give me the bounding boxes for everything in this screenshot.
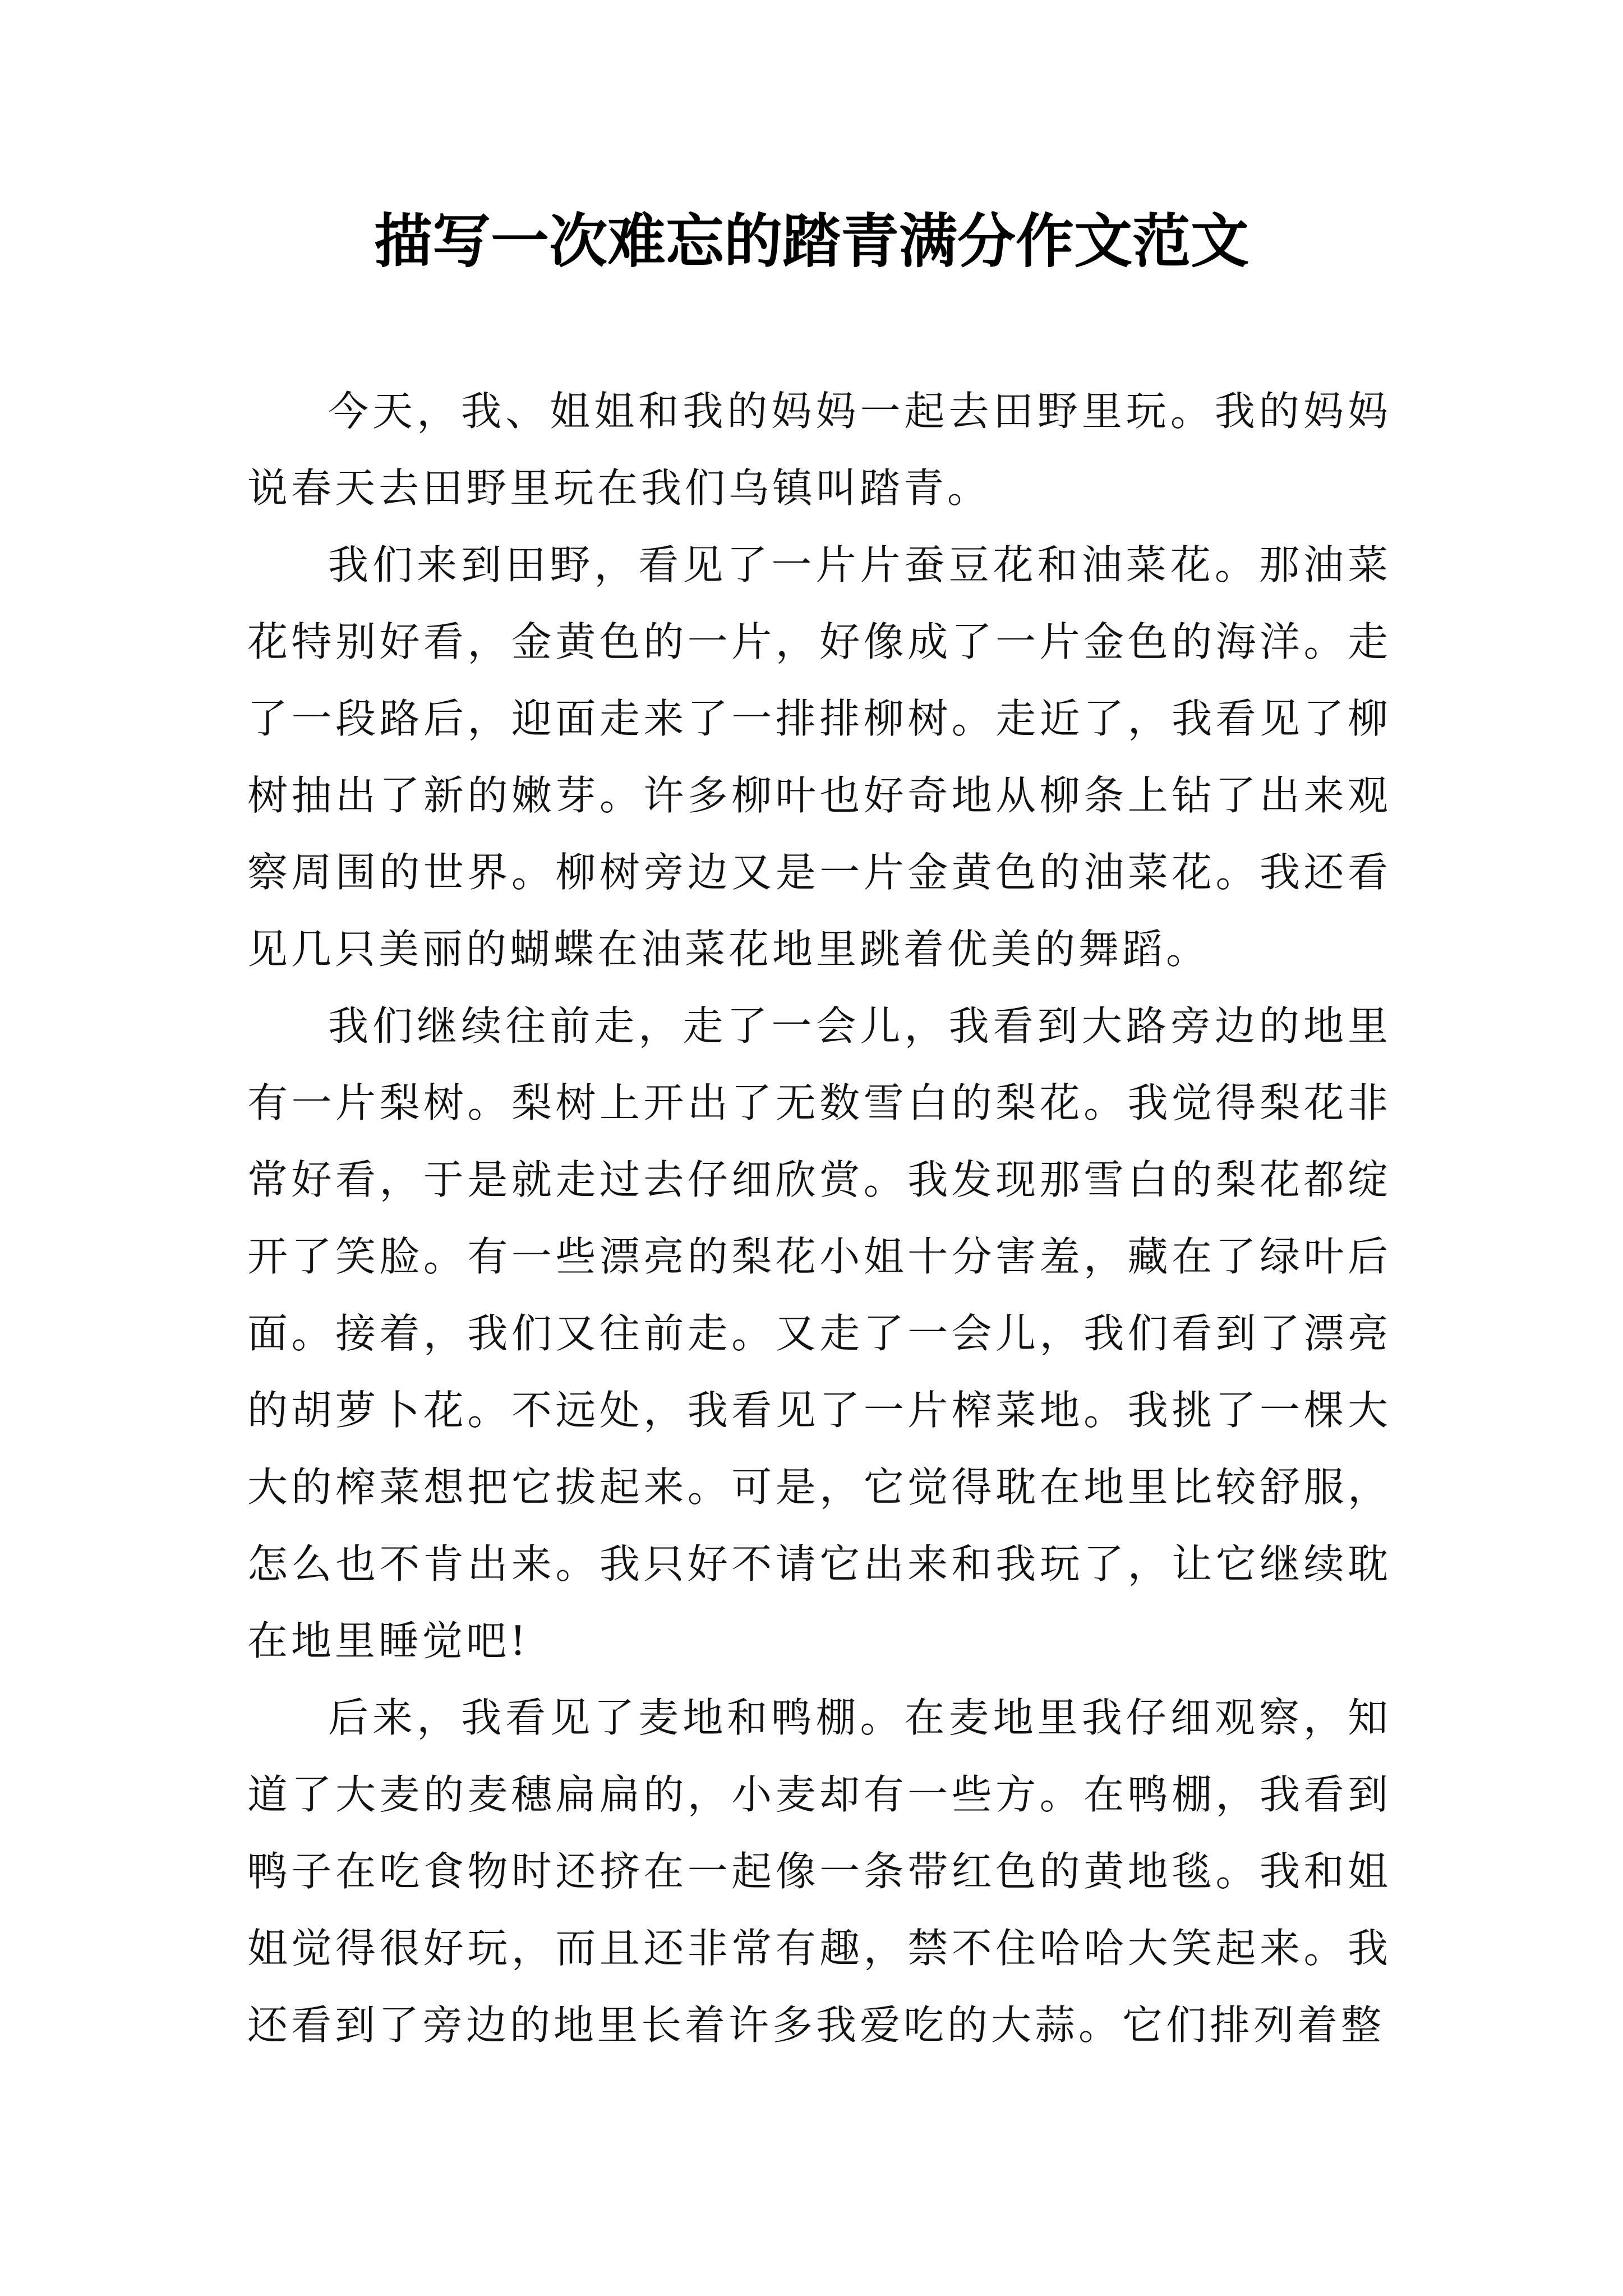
paragraph: 我们继续往前走，走了一会儿，我看到大路旁边的地里有一片梨树。梨树上开出了无数雪白的梨花。我觉得梨花非常好看，于是就走过去仔细欣赏。我发现那雪白的梨花都绽开了笑脸。有一些漂亮的梨花小姐十分害羞，藏在了绿叶后面。接着，我们又往前走。又走了一会儿，我们看到了漂亮的胡萝卜花。不远处，我看见了一片榨菜地。我挑了一棵大大的榨菜想把它拔起来。可是，它觉得耽在地里比较舒服，怎么也不肯出来。我只好不请它出来和我玩了，让它继续耽在地里睡觉吧!	[247, 1002, 1391, 1664]
paragraph: 今天，我、姐姐和我的妈妈一起去田野里玩。我的妈妈说春天去田野里玩在我们乌镇叫踏青。	[247, 388, 1391, 512]
paragraph: 后来，我看见了麦地和鸭棚。在麦地里我仔细观察，知道了大麦的麦穗扁扁的，小麦却有一些方。在鸭棚，我看到鸭子在吃食物时还挤在一起像一条带红色的黄地毯。我和姐姐觉得很好玩，而且还非常有趣，禁不住哈哈大笑起来。我还看到了旁边的地里长着许多我爱吃的大蒜。它们排列着整	[247, 1694, 1391, 2049]
document-body	[247, 373, 1391, 2064]
paragraph: 我们来到田野，看见了一片片蚕豆花和油菜花。那油菜花特别好看，金黄色的一片，好像成了一片金色的海洋。走了一段路后，迎面走来了一排排柳树。走近了，我看见了柳树抽出了新的嫩芽。许多柳叶也好奇地从柳条上钻了出来观察周围的世界。柳树旁边又是一片金黄色的油菜花。我还看见几只美丽的蝴蝶在油菜花地里跳着优美的舞蹈。	[247, 541, 1391, 973]
document-title: 描写一次难忘的踏青满分作文范文	[374, 206, 1249, 275]
